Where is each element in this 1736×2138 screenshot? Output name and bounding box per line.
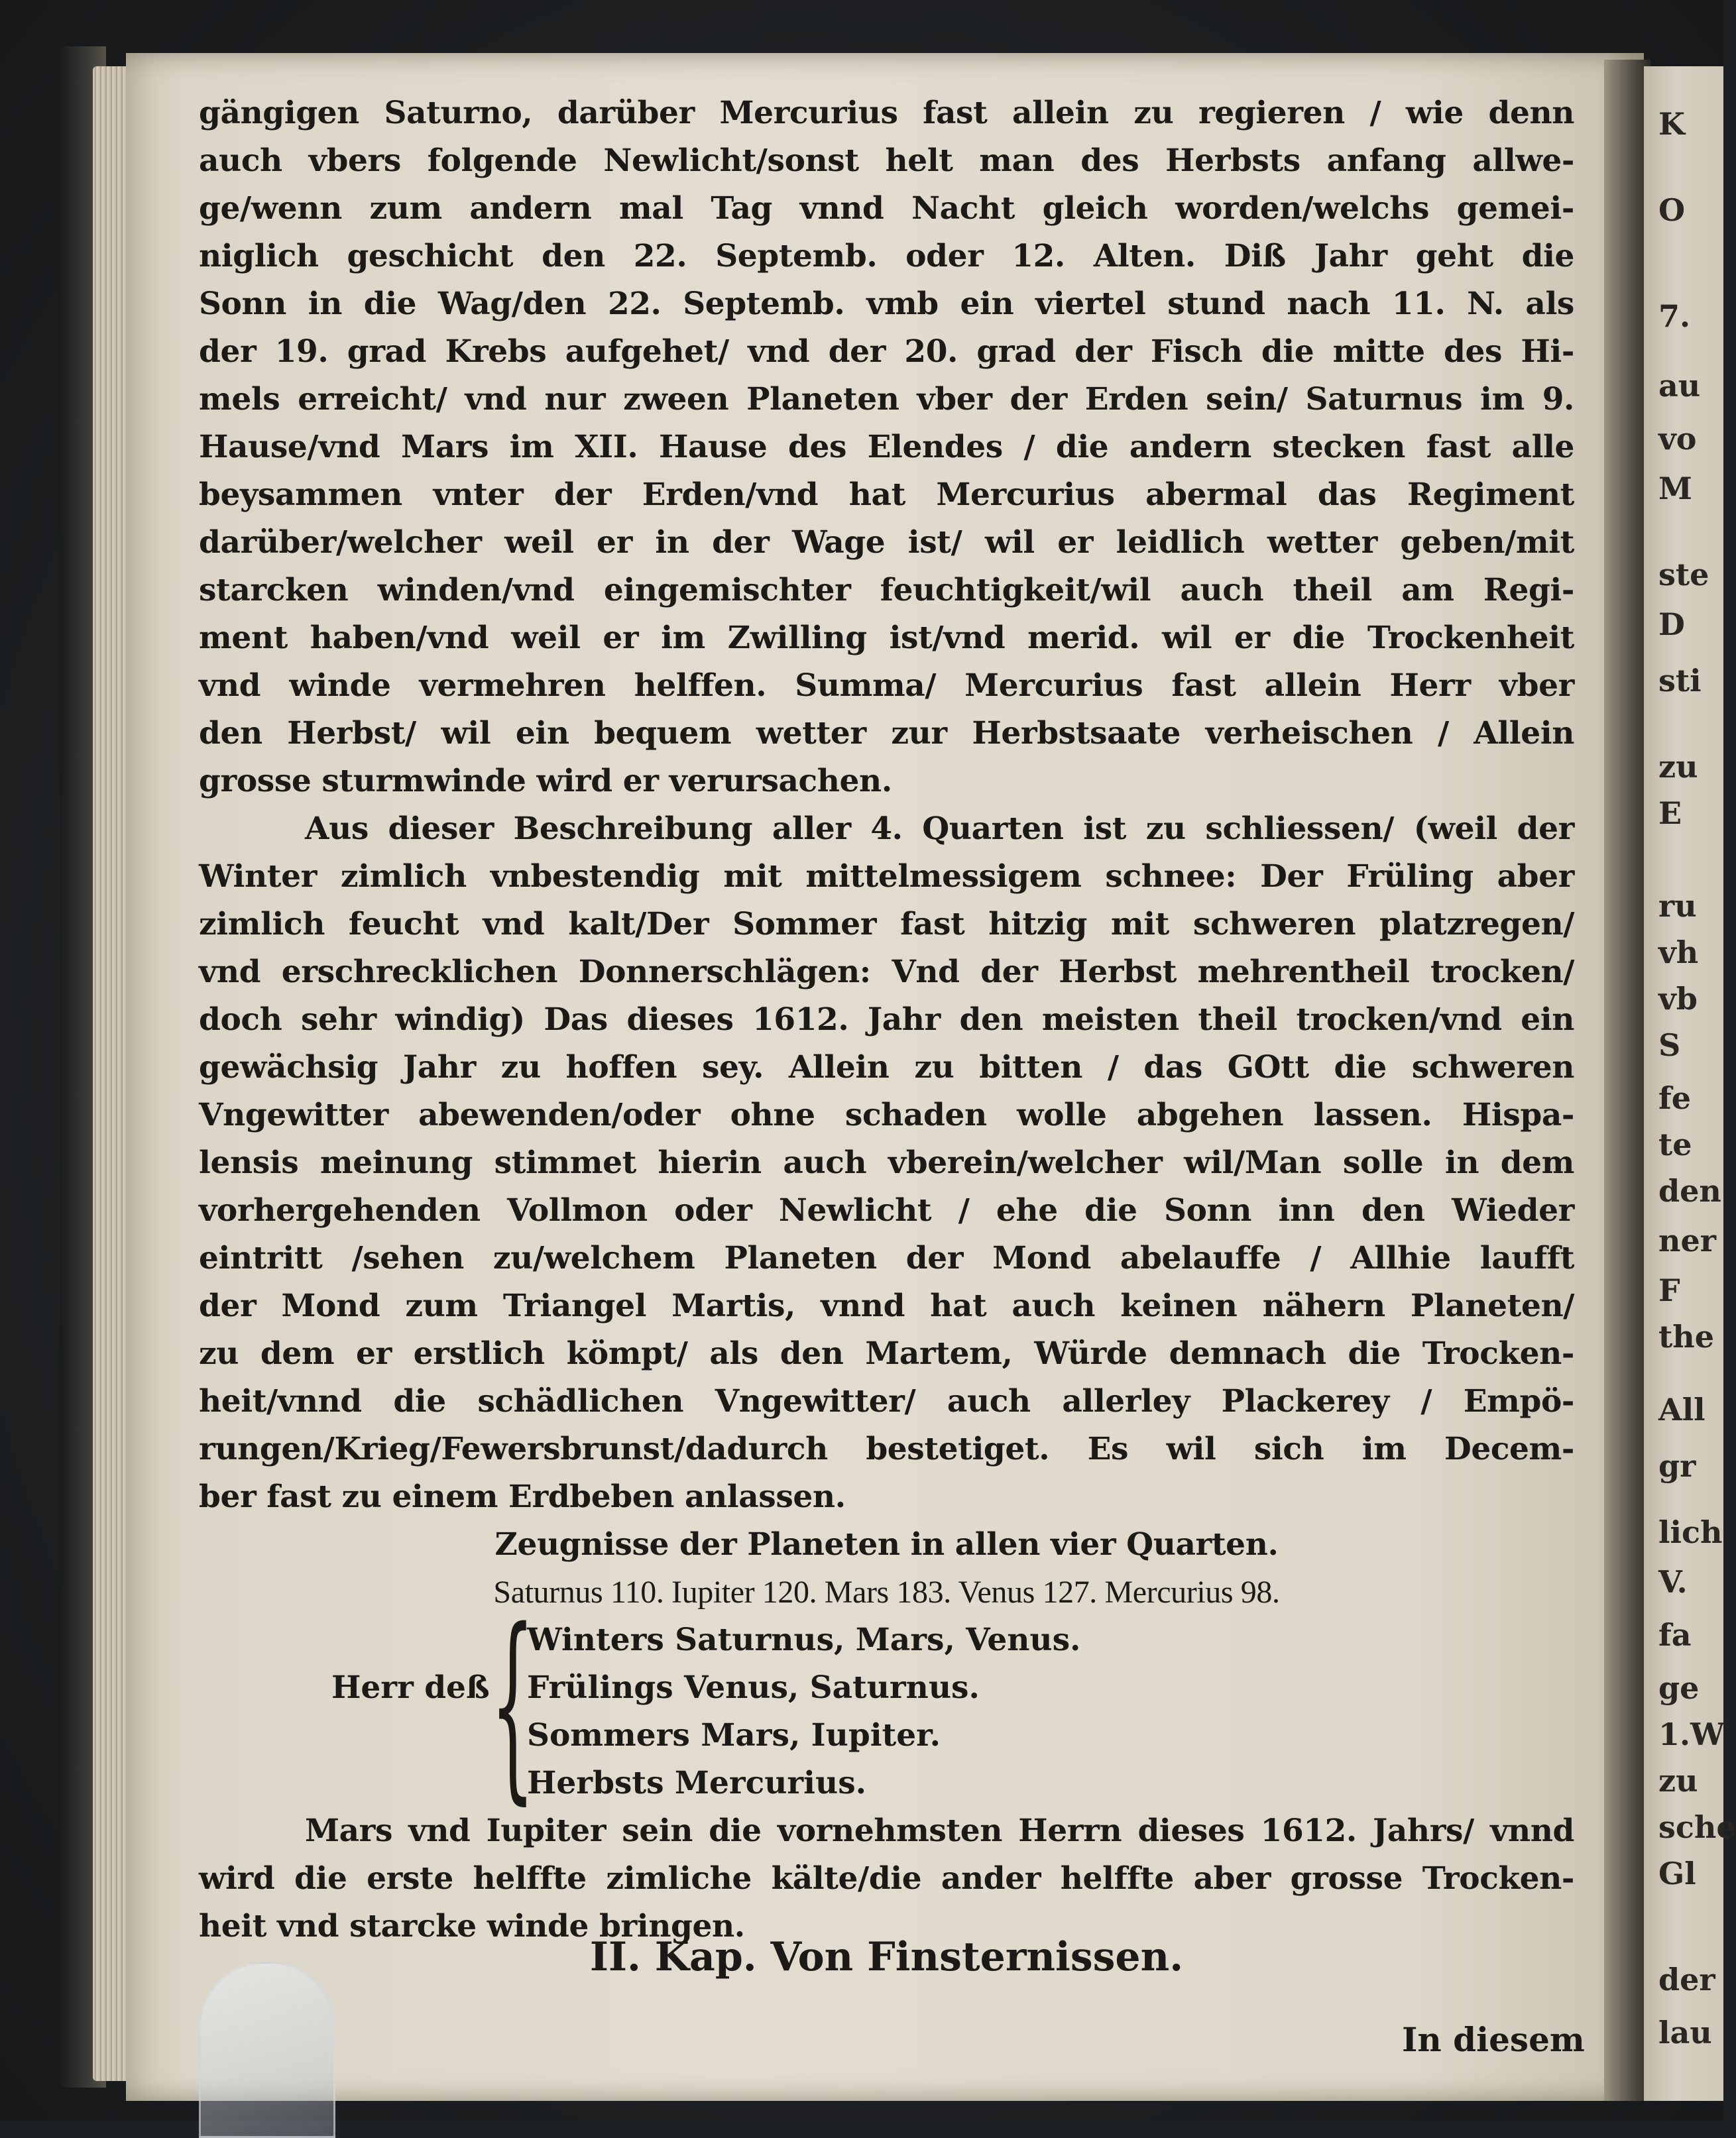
facing-page-fragment: der — [1658, 1962, 1715, 1997]
text-line: vnd winde vermehren helffen. Summa/ Mercurius fast allein Herr vber — [199, 667, 1574, 704]
facing-page-fragment: au — [1658, 368, 1701, 404]
facing-page-fragment: fe — [1658, 1080, 1692, 1116]
text-line: niglich geschicht den 22. Septemb. oder 12. Alten. Diß Jahr geht die — [199, 238, 1574, 274]
text-line: zimlich feucht vnd kalt/Der Sommer fast hitzig mit schweren platzregen/ — [199, 906, 1574, 942]
facing-page-fragment: den — [1658, 1173, 1721, 1209]
text-line: ge/wenn zum andern mal Tag vnnd Nacht gleich worden/welchs gemei- — [199, 190, 1574, 227]
facing-page-fragment: vo — [1658, 421, 1697, 457]
brace-glyph: { — [491, 1586, 535, 1823]
facing-page-fragment: K — [1658, 106, 1685, 142]
catchword: In diesem — [1402, 2020, 1585, 2059]
text-line: eintritt /sehen zu/welchem Planeten der Mond abelauffe / Allhie laufft — [199, 1240, 1574, 1276]
facing-page-fragment: E — [1658, 795, 1682, 831]
text-line: gewächsig Jahr zu hoffen sey. Allein zu bitten / das GOtt die schweren — [199, 1049, 1574, 1086]
facing-page-fragment: te — [1658, 1127, 1692, 1162]
facing-page-fragment: lich — [1658, 1514, 1723, 1550]
text-line: den Herbst/ wil ein bequem wetter zur Herbstsaate verheischen / Allein — [199, 715, 1574, 752]
text-line: der Mond zum Triangel Martis, vnnd hat auch keinen nähern Planeten/ — [199, 1288, 1574, 1324]
testimonies-values: Saturnus 110. Iupiter 120. Mars 183. Venus 127. Mercurius 98. — [493, 1575, 1280, 1610]
text-line: ment haben/vnd weil er im Zwilling ist/vnd merid. wil er die Trockenheit — [199, 620, 1574, 656]
plastic-page-holder — [199, 1962, 335, 2138]
facing-page-fragment: zu — [1658, 1763, 1698, 1799]
facing-page-fragment: ner — [1658, 1223, 1716, 1259]
text-line: gängigen Saturno, darüber Mercurius fast allein zu regieren / wie denn — [199, 95, 1574, 131]
text-line: auch vbers folgende Newlicht/sonst helt man des Herbsts anfang allwe- — [199, 142, 1574, 179]
facing-page-fragment: ru — [1658, 888, 1697, 924]
facing-page-fragment: fa — [1658, 1617, 1692, 1653]
facing-page-fragment: vb — [1658, 981, 1698, 1017]
text-line: mels erreicht/ vnd nur zween Planeten vber der Erden sein/ Saturnus im 9. — [199, 381, 1574, 418]
facing-page-fragment: S — [1658, 1027, 1681, 1063]
facing-page-fragment: ste — [1658, 557, 1709, 592]
main-text — [199, 89, 1574, 1950]
paragraph-start-line: Aus dieser Beschreibung aller 4. Quarten ist zu schliessen/ (weil der — [305, 811, 1574, 847]
testimonies-heading: Zeugnisse der Planeten in allen vier Quarten. — [494, 1526, 1279, 1563]
facing-page-fragment: M — [1658, 471, 1692, 506]
facing-page-fragment: the — [1658, 1319, 1714, 1355]
text-line: rungen/Krieg/Fewersbrunst/dadurch bestetiget. Es wil sich im Decem- — [199, 1431, 1574, 1467]
text-line: Sonn in die Wag/den 22. Septemb. vmb ein viertel stund nach 11. N. als — [199, 286, 1574, 322]
text-line: ber fast zu einem Erdbeben anlassen. — [199, 1479, 846, 1515]
text-line: Vngewitter abewenden/oder ohne schaden wolle abgehen lassen. Hispa- — [199, 1097, 1574, 1133]
facing-page-fragment: sche — [1658, 1809, 1736, 1845]
facing-page-fragment: gr — [1658, 1448, 1696, 1484]
text-line: starcken winden/vnd eingemischter feuchtigkeit/wil auch theil am Regi- — [199, 572, 1574, 608]
facing-page-fragment: 1.W — [1658, 1716, 1725, 1752]
facing-page-fragment: V. — [1658, 1564, 1688, 1600]
lord-summer: Sommers Mars, Iupiter. — [527, 1717, 941, 1754]
text-line: Winter zimlich vnbestendig mit mittelmessigem schnee: Der Früling aber — [199, 858, 1574, 895]
text-line: beysammen vnter der Erden/vnd hat Mercurius abermal das Regiment — [199, 477, 1574, 513]
facing-page-sliver — [1644, 66, 1736, 2101]
facing-page-fragment: lau — [1658, 2015, 1712, 2051]
closing-line: heit vnd starcke winde bringen. — [199, 1908, 745, 1944]
lords-label: Herr deß — [331, 1669, 490, 1706]
text-line: doch sehr windig) Das dieses 1612. Jahr den meisten theil trocken/vnd ein — [199, 1001, 1574, 1038]
lord-autumn: Herbsts Mercurius. — [527, 1765, 867, 1801]
facing-page-fragment: 7. — [1658, 298, 1691, 334]
text-line: vnd erschrecklichen Donnerschlägen: Vnd der Herbst mehrentheil trocken/ — [199, 954, 1574, 990]
lord-spring: Frülings Venus, Saturnus. — [527, 1669, 980, 1706]
text-line: zu dem er erstlich kömpt/ als den Martem, Würde demnach die Trocken- — [199, 1335, 1574, 1372]
facing-page-fragment: zu — [1658, 749, 1698, 785]
closing-line: Mars vnd Iupiter sein die vornehmsten Herrn dieses 1612. Jahrs/ vnnd — [305, 1813, 1574, 1849]
lord-winter: Winters Saturnus, Mars, Venus. — [527, 1622, 1081, 1658]
facing-page-fragment: vh — [1658, 934, 1699, 970]
closing-line: wird die erste helffte zimliche kälte/die ander helffte aber grosse Trocken- — [199, 1860, 1574, 1897]
text-line: heit/vnnd die schädlichen Vngewitter/ auch allerley Plackerey / Empö- — [199, 1383, 1574, 1420]
facing-page-fragment: O — [1658, 192, 1686, 228]
facing-page-fragment: Gl — [1658, 1856, 1696, 1891]
text-line: Hause/vnd Mars im XII. Hause des Elendes / die andern stecken fast alle — [199, 429, 1574, 465]
facing-page-fragment: ge — [1658, 1670, 1700, 1706]
facing-page-fragment: D — [1658, 606, 1685, 642]
chapter-heading: II. Kap. Von Finsternissen. — [589, 1934, 1184, 1980]
facing-page-fragment: sti — [1658, 663, 1702, 699]
facing-page-fragment: All — [1658, 1392, 1706, 1428]
text-line: lensis meinung stimmet hierin auch vberein/welcher wil/Man solle in dem — [199, 1145, 1574, 1181]
text-line: vorhergehenden Vollmon oder Newlicht / ehe die Sonn inn den Wieder — [199, 1192, 1574, 1229]
text-line: der 19. grad Krebs aufgehet/ vnd der 20. grad der Fisch die mitte des Hi- — [199, 333, 1574, 370]
facing-page-fragment: F — [1658, 1272, 1680, 1308]
text-line: grosse sturmwinde wird er verursachen. — [199, 763, 892, 799]
text-line: darüber/welcher weil er in der Wage ist/ wil er leidlich wetter geben/mit — [199, 524, 1574, 561]
